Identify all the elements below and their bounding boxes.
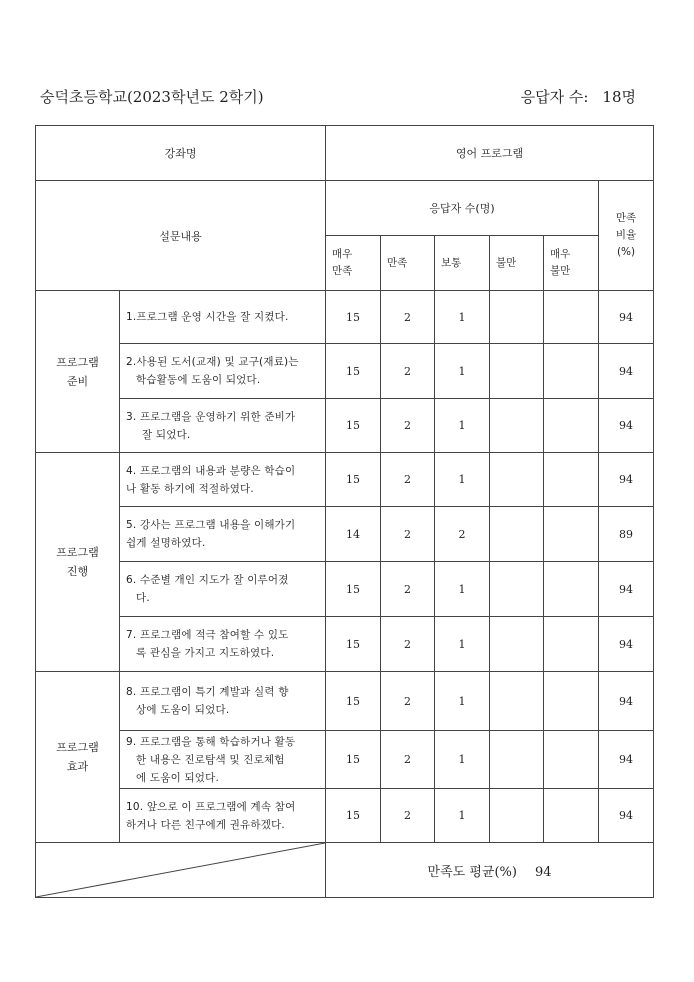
question-text: 다.: [136, 592, 150, 604]
document-header: [40, 86, 636, 110]
table-row: [36, 672, 654, 731]
category-line2: 효과: [66, 760, 89, 773]
neutral-count: 1: [435, 617, 490, 672]
very-satisfied-count: 15: [326, 453, 381, 507]
neutral-count: 1: [435, 453, 490, 507]
col-dissatisfied: 불만: [490, 236, 544, 291]
very-dissatisfied-count: [544, 617, 599, 672]
col-very-satisfied: [326, 236, 381, 291]
question-cell: [120, 789, 326, 843]
very-dissatisfied-count: [544, 672, 599, 731]
dissatisfied-count: [490, 399, 544, 453]
question-text: 6. 수준별 개인 지도가 잘 이루어졌: [126, 574, 289, 586]
category-line1: 프로그램: [56, 741, 99, 754]
question-text: 학습활동에 도움이 되었다.: [136, 374, 261, 386]
very-satisfied-count: 15: [326, 672, 381, 731]
col-very-dissatisfied-l1: 매우: [550, 248, 571, 260]
very-dissatisfied-count: [544, 562, 599, 617]
dissatisfied-count: [490, 672, 544, 731]
category-effect: [36, 672, 120, 843]
diagonal-line: [36, 843, 325, 897]
satisfied-count: 2: [381, 617, 435, 672]
question-text: 3. 프로그램을 운영하기 위한 준비가: [126, 410, 296, 423]
very-dissatisfied-count: [544, 731, 599, 789]
diagonal-empty-cell: [36, 843, 326, 898]
table-row: [36, 507, 654, 562]
satisfied-count: 2: [381, 453, 435, 507]
dissatisfied-count: [490, 453, 544, 507]
satisfied-count: 2: [381, 291, 435, 344]
average-label: 만족도 평균(%): [427, 864, 517, 880]
dissatisfied-count: [490, 789, 544, 843]
question-text: 상에 도움이 되었다.: [136, 704, 230, 716]
very-satisfied-count: 15: [326, 731, 381, 789]
question-text: 하거나 다른 친구에게 권유하겠다.: [126, 818, 285, 831]
question-text: 나 활동 하기에 적절하였다.: [126, 482, 254, 495]
dissatisfied-count: [490, 291, 544, 344]
very-satisfied-count: 15: [326, 617, 381, 672]
satisfaction-rate: 89: [599, 507, 654, 562]
question-text: 9. 프로그램을 통해 학습하거나 활동: [126, 735, 296, 748]
satisfaction-rate: 94: [599, 453, 654, 507]
col-very-satisfied-l2: 만족: [332, 265, 353, 277]
very-dissatisfied-count: [544, 344, 599, 399]
very-satisfied-count: 15: [326, 562, 381, 617]
dissatisfied-count: [490, 731, 544, 789]
rate-header-line3: (%): [616, 246, 636, 258]
table-row: [36, 453, 654, 507]
neutral-count: 1: [435, 399, 490, 453]
dissatisfied-count: [490, 507, 544, 562]
satisfied-count: 2: [381, 344, 435, 399]
respondents-group-header: 응답자 수(명): [326, 181, 599, 236]
rate-header-line2: 비율: [615, 229, 637, 241]
col-very-satisfied-l1: 매우: [332, 248, 353, 260]
question-text: 7. 프로그램에 적극 참여할 수 있도: [126, 629, 289, 641]
table-row: [36, 399, 654, 453]
col-neutral: 보통: [435, 236, 490, 291]
question-text: 8. 프로그램이 특기 계발과 실력 향: [126, 686, 289, 698]
question-text: 한 내용은 진로탐색 및 진로체험: [136, 753, 285, 766]
category-line2: 진행: [66, 565, 89, 578]
very-satisfied-count: 15: [326, 399, 381, 453]
very-satisfied-count: 14: [326, 507, 381, 562]
very-dissatisfied-count: [544, 453, 599, 507]
neutral-count: 1: [435, 672, 490, 731]
respondent-count-value: 18명: [602, 88, 636, 106]
question-text: 에 도움이 되었다.: [136, 771, 220, 784]
table-row: [36, 562, 654, 617]
question-text: 2.사용된 도서(교재) 및 교구(재료)는: [126, 356, 299, 368]
category-preparation: [36, 291, 120, 453]
respondent-count: [521, 86, 636, 107]
table-row: [36, 789, 654, 843]
very-dissatisfied-count: [544, 789, 599, 843]
satisfaction-rate: 94: [599, 617, 654, 672]
category-line1: 프로그램: [56, 355, 99, 369]
table-row: [36, 344, 654, 399]
table-row: [36, 291, 654, 344]
respondent-count-label: 응답자 수:: [520, 88, 589, 106]
very-satisfied-count: 15: [326, 789, 381, 843]
category-line1: 프로그램: [56, 546, 99, 559]
satisfaction-rate: 94: [599, 344, 654, 399]
satisfaction-rate: 94: [599, 789, 654, 843]
dissatisfied-count: [490, 344, 544, 399]
very-dissatisfied-count: [544, 291, 599, 344]
question-text: 4. 프로그램의 내용과 분량은 학습이: [126, 464, 296, 477]
satisfaction-rate: 94: [599, 672, 654, 731]
question-text: 쉽게 설명하였다.: [126, 537, 206, 549]
average-value: 94: [534, 864, 552, 880]
col-very-dissatisfied-l2: 불만: [550, 265, 571, 277]
satisfied-count: 2: [381, 507, 435, 562]
neutral-count: 1: [435, 731, 490, 789]
satisfied-count: 2: [381, 562, 435, 617]
category-progress: [36, 453, 120, 672]
neutral-count: 1: [435, 344, 490, 399]
question-cell: [120, 562, 326, 617]
neutral-count: 1: [435, 789, 490, 843]
neutral-count: 1: [435, 562, 490, 617]
satisfaction-rate: 94: [599, 731, 654, 789]
neutral-count: 2: [435, 507, 490, 562]
satisfied-count: 2: [381, 731, 435, 789]
question-cell: [120, 731, 326, 789]
header-row-1: [36, 181, 654, 236]
satisfied-count: 2: [381, 672, 435, 731]
average-row: [36, 843, 654, 898]
question-cell: [120, 672, 326, 731]
question-text: 10. 앞으로 이 프로그램에 계속 참여: [126, 800, 296, 813]
dissatisfied-count: [490, 617, 544, 672]
neutral-count: 1: [435, 291, 490, 344]
category-line2: 준비: [66, 374, 89, 388]
rate-header-line1: 만족: [615, 212, 637, 224]
question-cell: [120, 344, 326, 399]
survey-table: [35, 125, 654, 898]
col-satisfied: 만족: [381, 236, 435, 291]
very-satisfied-count: 15: [326, 291, 381, 344]
question-cell: [120, 453, 326, 507]
table-row: [36, 731, 654, 789]
course-row: [36, 126, 654, 181]
satisfied-count: 2: [381, 789, 435, 843]
course-name-cell: 영어 프로그램: [326, 126, 654, 181]
school-title: 숭덕초등학교(2023학년도 2학기): [40, 88, 264, 106]
satisfied-count: 2: [381, 399, 435, 453]
question-cell: [120, 399, 326, 453]
course-label-cell: 강좌명: [36, 126, 326, 181]
satisfaction-rate: 94: [599, 291, 654, 344]
col-very-dissatisfied: [544, 236, 599, 291]
question-text: 5. 강사는 프로그램 내용을 이해가기: [126, 519, 296, 531]
question-text: 잘 되었다.: [142, 428, 191, 441]
dissatisfied-count: [490, 562, 544, 617]
very-satisfied-count: 15: [326, 344, 381, 399]
satisfaction-rate-header: [599, 181, 654, 291]
very-dissatisfied-count: [544, 399, 599, 453]
survey-content-header: 설문내용: [36, 181, 326, 291]
question-text: 1.프로그램 운영 시간을 잘 지켰다.: [126, 311, 289, 323]
satisfaction-rate: 94: [599, 562, 654, 617]
average-cell: [326, 843, 654, 898]
question-text: 록 관심을 가지고 지도하였다.: [136, 647, 275, 659]
question-cell: [120, 507, 326, 562]
question-cell: [120, 617, 326, 672]
satisfaction-rate: 94: [599, 399, 654, 453]
very-dissatisfied-count: [544, 507, 599, 562]
table-row: [36, 617, 654, 672]
question-cell: [120, 291, 326, 344]
